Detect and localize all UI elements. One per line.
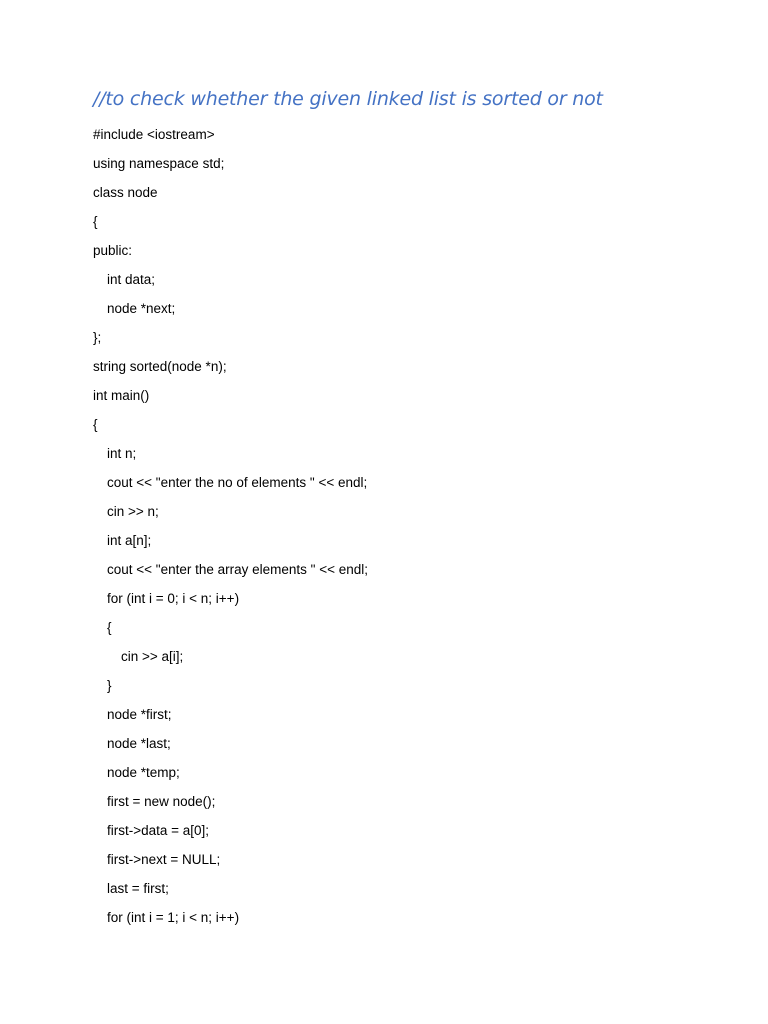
code-line: }	[107, 678, 112, 693]
code-line: };	[93, 330, 102, 345]
code-line: first->next = NULL;	[107, 852, 221, 867]
code-line: cin >> a[i];	[121, 649, 184, 664]
document-heading: //to check whether the given linked list is sorted or not	[93, 88, 603, 110]
code-line: int n;	[107, 446, 137, 461]
code-line: #include <iostream>	[93, 127, 215, 142]
code-line: cin >> n;	[107, 504, 159, 519]
code-line: {	[93, 214, 98, 229]
code-line: first = new node();	[107, 794, 216, 809]
code-line: node *next;	[107, 301, 176, 316]
code-line: for (int i = 0; i < n; i++)	[107, 591, 240, 606]
code-line: using namespace std;	[93, 156, 225, 171]
code-line: int main()	[93, 388, 150, 403]
code-line: int data;	[107, 272, 156, 287]
code-line: first->data = a[0];	[107, 823, 210, 838]
code-line: int a[n];	[107, 533, 152, 548]
code-line: last = first;	[107, 881, 169, 896]
code-line: {	[107, 620, 112, 635]
code-line: node *temp;	[107, 765, 180, 780]
code-line: node *first;	[107, 707, 172, 722]
code-line: cout << "enter the array elements " << endl;	[107, 562, 368, 577]
code-line: for (int i = 1; i < n; i++)	[107, 910, 240, 925]
code-line: public:	[93, 243, 133, 258]
code-line: cout << "enter the no of elements " << endl;	[107, 475, 368, 490]
code-line: node *last;	[107, 736, 171, 751]
code-line: class node	[93, 185, 158, 200]
code-line: string sorted(node *n);	[93, 359, 227, 374]
code-line: {	[93, 417, 98, 432]
